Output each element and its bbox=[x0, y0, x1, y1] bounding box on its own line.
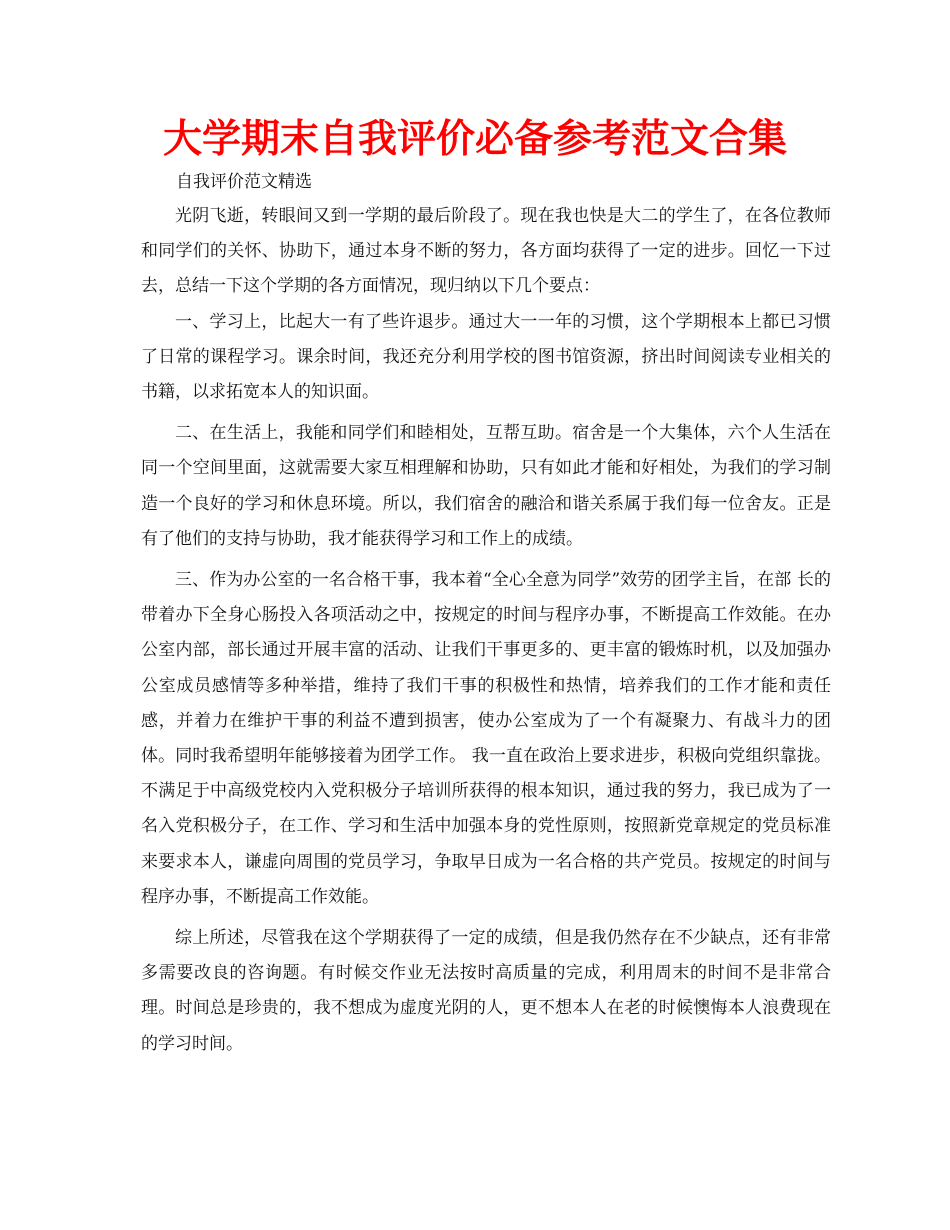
paragraph-summary: 综上所述，尽管我在这个学期获得了一定的成绩，但是我仍然存在不少缺点，还有非常多需要改良的咨询题。有时候交作业无法按时高质量的完成，利用周末的时间不是非常合理。时间总是珍贵的，我不想成为虚度光阴的人，更不想本人在老的时候懊悔本人浪费现在的学习时间。 bbox=[141, 928, 831, 1054]
paragraph-life: 二、在生活上，我能和同学们和睦相处，互帮互助。宿舍是一个大集体，六个人生活在同一个空间里面，这就需要大家互相理解和协助，只有如此才能和好相处，为我们的学习制造一个良好的学习和休息环境。所以，我们宿舍的融洽和谐关系属于我们每一位舍友。正是有了他们的支持与协助，我才能获得学习和工作上的成绩。 bbox=[141, 423, 831, 549]
paragraph-intro: 光阴飞逝，转眼间又到一学期的最后阶段了。现在我也快是大二的学生了，在各位教师和同学们的关怀、协助下，通过本身不断的努力，各方面均获得了一定的进步。回忆一下过去，总结一下这个学期的各方面情况，现归纳以下几个要点： bbox=[141, 206, 831, 297]
document-body bbox=[141, 199, 831, 1062]
document-subtitle: 自我评价范文精选 bbox=[176, 172, 312, 192]
document-title: 大学期末自我评价必备参考范文合集 bbox=[162, 117, 787, 162]
paragraph-study: 一、学习上，比起大一有了些许退步。通过大一一年的习惯，这个学期根本上都已习惯了日常的课程学习。课余时间，我还充分利用学校的图书馆资源，挤出时间阅读专业相关的书籍，以求拓宽本人的知识面。 bbox=[141, 311, 831, 403]
paragraph-work: 三、作为办公室的一名合格干事，我本着“全心全意为同学”效劳的团学主旨，在部 长的带着办下全身心肠投入各项活动之中，按规定的时间与程序办事，不断提高工作效能。在办公室内部，部长通过开展丰富的活动、让我们干事更多的、更丰富的锻炼时机，以及加强办公室成员感情等多种举措，维持了我们干事的积极性和热情，培养我们的工作才能和责任感，并着力在维护干事的利益不遭到损害，使办公室成为了一个有凝聚力、有战斗力的团体。同时我希望明年能够接着为团学工作。 我一直在政治上要求进步，积极向党组织靠拢。不满足于中高级党校内入党积极分子培训所获得的根本知识，通过我的努力，我已成为了一名入党积极分子，在工作、学习和生活中加强本身的党性原则，按照新党章规定的党员标准来要求本人，谦虚向周围的党员学习，争取早日成为一名合格的共产党员。按规定的时间与程序办事，不断提高工作效能。 bbox=[141, 570, 831, 907]
